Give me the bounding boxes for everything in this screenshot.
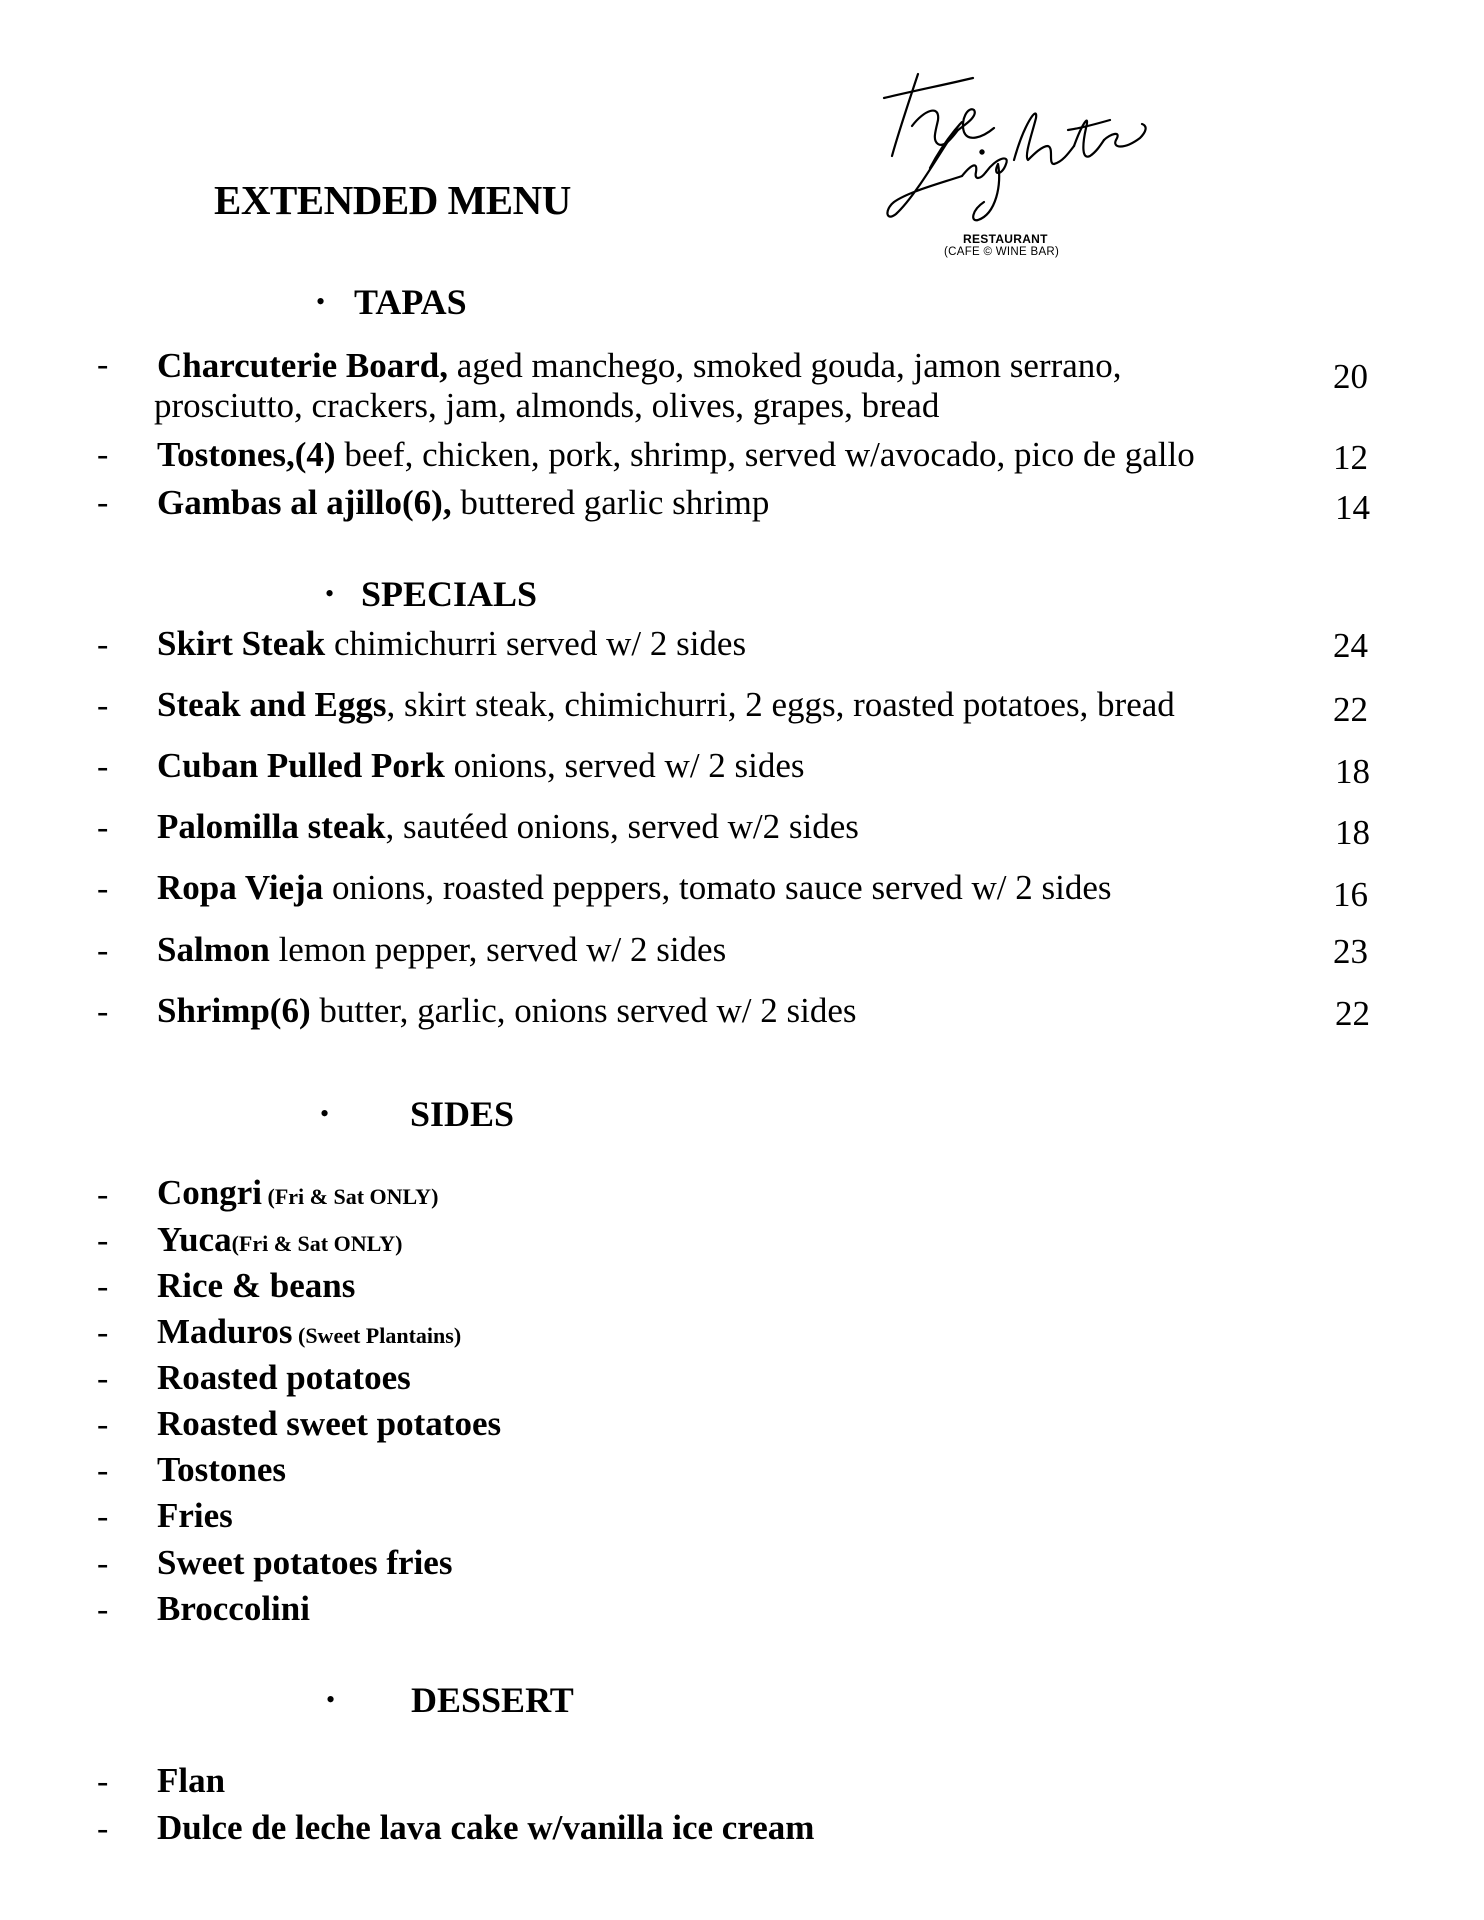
dash-icon: - <box>97 1268 109 1305</box>
dash-icon: - <box>97 1314 109 1351</box>
item-name: Charcuterie Board, <box>157 346 448 385</box>
bullet-icon: • <box>325 579 335 608</box>
bullet-icon: • <box>326 1685 336 1714</box>
item-name: Ropa Vieja <box>157 868 324 907</box>
dash-icon: - <box>97 1222 109 1259</box>
dash-icon: - <box>97 1406 109 1443</box>
item-description: onions, served w/ 2 sides <box>444 746 805 785</box>
side-item-note: (Fri & Sat ONLY) <box>231 1231 403 1256</box>
side-item-name: Maduros <box>157 1312 293 1351</box>
dessert-item <box>157 1808 814 1848</box>
item-description: , skirt steak, chimichurri, 2 eggs, roasted potatoes, bread <box>386 685 1175 724</box>
side-item-name: Fries <box>157 1496 233 1535</box>
item-name: Skirt Steak <box>157 624 326 663</box>
dash-icon: - <box>97 1452 109 1489</box>
bullet-icon: • <box>320 1099 330 1128</box>
dash-icon: - <box>97 346 109 383</box>
menu-item <box>157 626 746 661</box>
bullet-icon: • <box>316 287 326 316</box>
menu-item <box>157 687 1175 722</box>
dessert-item-name: Dulce de leche lava cake w/vanilla ice cream <box>157 1808 815 1847</box>
side-item-name: Roasted sweet potatoes <box>157 1404 502 1443</box>
side-item-name: Tostones <box>157 1450 287 1489</box>
dessert-item-name: Flan <box>157 1761 226 1800</box>
dash-icon: - <box>97 1763 109 1800</box>
section-heading-specials: SPECIALS <box>361 574 538 614</box>
menu-item <box>157 437 1195 472</box>
menu-item <box>157 485 769 520</box>
dessert-item <box>157 1761 225 1801</box>
side-item-note: (Sweet Plantains) <box>292 1323 462 1348</box>
side-item-name: Broccolini <box>157 1589 310 1628</box>
dash-icon: - <box>97 626 109 663</box>
logo-script-mark <box>878 64 1148 234</box>
item-description: beef, chicken, pork, shrimp, served w/avocado, pico de gallo <box>335 435 1195 474</box>
item-description: buttered garlic shrimp <box>451 483 770 522</box>
item-name: Shrimp(6) <box>157 991 311 1030</box>
logo-subtitle-cafe-wine-bar: (CAFE © WINE BAR) <box>944 246 1060 258</box>
dash-icon: - <box>97 870 109 907</box>
item-price: 23 <box>1333 932 1368 971</box>
item-description: chimichurri served w/ 2 sides <box>325 624 747 663</box>
item-name: Tostones,(4) <box>157 435 336 474</box>
item-price: 16 <box>1333 875 1368 914</box>
menu-item <box>157 348 1122 383</box>
side-item <box>157 1266 355 1306</box>
section-heading-tapas: TAPAS <box>354 282 467 322</box>
side-item <box>157 1496 233 1536</box>
section-heading-dessert: DESSERT <box>411 1680 574 1720</box>
item-price: 22 <box>1335 994 1370 1033</box>
dash-icon: - <box>97 809 109 846</box>
dash-icon: - <box>97 993 109 1030</box>
item-description: , sautéed onions, served w/2 sides <box>385 807 859 846</box>
menu-item <box>157 932 726 967</box>
side-item <box>157 1450 286 1490</box>
dash-icon: - <box>97 484 109 521</box>
item-price: 22 <box>1333 690 1368 729</box>
dash-icon: - <box>97 1360 109 1397</box>
item-price: 18 <box>1335 813 1370 852</box>
side-item <box>157 1589 310 1629</box>
side-item-name: Congri <box>157 1173 262 1212</box>
menu-item <box>157 870 1112 905</box>
restaurant-logo <box>878 64 1148 264</box>
side-item <box>157 1173 438 1213</box>
item-price: 24 <box>1333 626 1368 665</box>
item-price: 20 <box>1333 357 1368 396</box>
item-name: Palomilla steak <box>157 807 386 846</box>
item-description: lemon pepper, served w/ 2 sides <box>269 930 727 969</box>
side-item-name: Roasted potatoes <box>157 1358 411 1397</box>
dash-icon: - <box>97 932 109 969</box>
item-description-line2: prosciutto, crackers, jam, almonds, olives, grapes, bread <box>154 386 940 425</box>
item-name: Gambas al ajillo(6), <box>157 483 452 522</box>
item-price: 14 <box>1335 488 1370 527</box>
menu-item <box>157 809 859 844</box>
item-name: Steak and Eggs <box>157 685 387 724</box>
dash-icon: - <box>97 1176 109 1213</box>
side-item <box>157 1543 452 1583</box>
side-item <box>157 1312 461 1352</box>
dash-icon: - <box>97 687 109 724</box>
item-description: aged manchego, smoked gouda, jamon serrano, <box>447 346 1122 385</box>
item-price: 18 <box>1335 752 1370 791</box>
section-heading-sides: SIDES <box>410 1094 515 1134</box>
item-price: 12 <box>1333 438 1368 477</box>
side-item-name: Yuca <box>157 1220 232 1259</box>
side-item <box>157 1404 501 1444</box>
menu-item <box>157 748 805 783</box>
menu-item <box>157 993 856 1028</box>
dash-icon: - <box>97 1591 109 1628</box>
page-title: EXTENDED MENU <box>214 177 571 223</box>
item-name: Cuban Pulled Pork <box>157 746 445 785</box>
side-item <box>157 1358 411 1398</box>
item-description: onions, roasted peppers, tomato sauce served w/ 2 sides <box>323 868 1112 907</box>
item-description: butter, garlic, onions served w/ 2 sides <box>310 991 857 1030</box>
logo-subtitle-restaurant: RESTAURANT <box>963 232 1048 246</box>
dash-icon: - <box>97 1545 109 1582</box>
side-item-name: Sweet potatoes fries <box>157 1543 453 1582</box>
side-item-note: (Fri & Sat ONLY) <box>262 1184 439 1209</box>
dash-icon: - <box>97 1498 109 1535</box>
side-item <box>157 1220 402 1260</box>
dash-icon: - <box>97 1810 109 1847</box>
dash-icon: - <box>97 748 109 785</box>
dash-icon: - <box>97 436 109 473</box>
item-name: Salmon <box>157 930 270 969</box>
side-item-name: Rice & beans <box>157 1266 356 1305</box>
